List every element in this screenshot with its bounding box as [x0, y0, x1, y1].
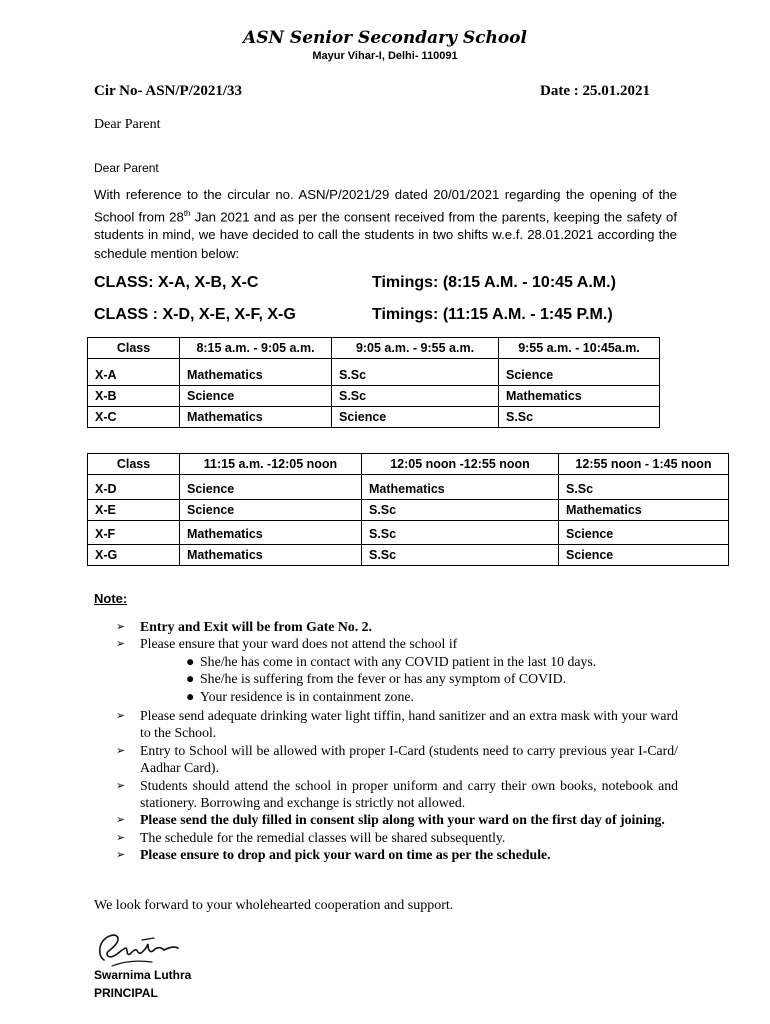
list-item	[116, 829, 678, 846]
sub-list	[140, 653, 678, 707]
arrow-bullet-icon: ➢	[116, 813, 126, 827]
sub-list-item	[186, 653, 678, 670]
table-cell: S.Sc	[362, 524, 559, 545]
note-text: Entry to School will be allowed with proper I-Card (students need to carry previous year I-Card/ Aadhar Card).	[140, 742, 678, 776]
table-cell: X-F	[88, 524, 180, 545]
table-cell: S.Sc	[362, 500, 559, 521]
table-header-row	[88, 338, 660, 359]
table-cell: Mathematics	[559, 500, 729, 521]
arrow-bullet-icon: ➢	[116, 743, 126, 757]
signature-image	[92, 926, 184, 970]
table-header-cell: 12:55 noon - 1:45 noon	[559, 454, 729, 475]
body-text-part1: With reference to the circular no. ASN/P/2021/29 dated 20/01/2021 regarding the opening of the School from 28	[94, 187, 677, 224]
body-text-part2: Jan 2021 and as per the consent received from the parents, keeping the safety of students in mind, we have decided to call the students in two shifts w.e.f. 28.01.2021 according the schedule mention below:	[94, 208, 677, 261]
shift1-classes: CLASS: X-A, X-B, X-C	[94, 274, 259, 291]
table-cell: Mathematics	[180, 365, 332, 386]
table-row	[88, 386, 660, 407]
body-paragraph	[94, 186, 677, 263]
table-header-cell: 9:05 a.m. - 9:55 a.m.	[332, 338, 499, 359]
table-row	[88, 500, 729, 521]
note-text: Please ensure to drop and pick your ward on time as per the schedule.	[140, 847, 551, 863]
note-text: Students should attend the school in proper uniform and carry their own books, notebook and stationery. Borrowing and exchange is strictly not allowed.	[140, 777, 678, 811]
table-cell: X-A	[88, 365, 180, 386]
note-label: Note:	[94, 591, 128, 606]
table-cell: Mathematics	[180, 524, 362, 545]
principal-name: Swarnima Luthra	[94, 968, 192, 982]
dot-bullet-icon: ●	[186, 688, 195, 704]
table-header-cell: 8:15 a.m. - 9:05 a.m.	[180, 338, 332, 359]
list-item	[116, 811, 678, 828]
list-item	[116, 846, 678, 863]
table-cell: Science	[180, 500, 362, 521]
table-row	[88, 524, 729, 545]
table-header-cell: 11:15 a.m. -12:05 noon	[180, 454, 362, 475]
arrow-bullet-icon: ➢	[116, 778, 126, 792]
sub-note-text: She/he has come in contact with any COVID patient in the last 10 days.	[200, 653, 597, 669]
sub-list-item	[186, 670, 678, 687]
table-cell: Mathematics	[180, 545, 362, 566]
table-row	[88, 407, 660, 428]
table-cell: X-D	[88, 479, 180, 500]
arrow-bullet-icon: ➢	[116, 637, 126, 651]
note-list	[116, 618, 678, 864]
table-cell: Mathematics	[180, 407, 332, 428]
table-cell: Science	[559, 524, 729, 545]
table-cell: S.Sc	[559, 479, 729, 500]
table-header-cell: 9:55 a.m. - 10:45a.m.	[499, 338, 660, 359]
arrow-bullet-icon: ➢	[116, 620, 126, 633]
dot-bullet-icon: ●	[186, 653, 195, 669]
arrow-bullet-icon: ➢	[116, 848, 126, 862]
circular-number: Cir No- ASN/P/2021/33	[94, 83, 243, 99]
list-item	[116, 707, 678, 742]
principal-title: PRINCIPAL	[94, 986, 158, 1000]
table-cell: S.Sc	[332, 365, 499, 386]
table-header-cell: Class	[88, 454, 180, 475]
schedule-table-shift1	[87, 337, 660, 428]
note-text: The schedule for the remedial classes will be shared subsequently.	[140, 829, 506, 845]
table-cell: X-B	[88, 386, 180, 407]
table-cell: Science	[559, 545, 729, 566]
list-item	[116, 618, 678, 635]
list-item	[116, 742, 678, 777]
school-address: Mayur Vihar-I, Delhi- 110091	[312, 50, 458, 62]
table-cell: Science	[180, 479, 362, 500]
table-header-row	[88, 454, 729, 475]
table-cell: X-G	[88, 545, 180, 566]
table-row	[88, 545, 729, 566]
table-cell: Mathematics	[362, 479, 559, 500]
body-superscript: th	[183, 208, 191, 218]
table-cell: Mathematics	[499, 386, 660, 407]
note-text: Please send the duly filled in consent slip along with your ward on the first day of joining.	[140, 812, 665, 828]
sub-note-text: She/he is suffering from the fever or has any symptom of COVID.	[200, 671, 567, 687]
salutation-primary: Dear Parent	[94, 117, 161, 132]
sub-list-item	[186, 688, 678, 705]
sub-note-text: Your residence is in containment zone.	[200, 688, 414, 704]
table-row	[88, 365, 660, 386]
arrow-bullet-icon: ➢	[116, 709, 126, 723]
salutation-secondary: Dear Parent	[94, 161, 159, 175]
table-cell: Science	[180, 386, 332, 407]
note-text: Entry and Exit will be from Gate No. 2.	[140, 619, 372, 634]
school-name: ASN Senior Secondary School	[243, 28, 527, 48]
table-header-cell: Class	[88, 338, 180, 359]
schedule-table-shift2	[87, 453, 729, 566]
shift1-timings: Timings: (8:15 A.M. - 10:45 A.M.)	[372, 274, 616, 291]
table-cell: X-C	[88, 407, 180, 428]
closing-line: We look forward to your wholehearted cooperation and support.	[94, 898, 454, 913]
circular-date: Date : 25.01.2021	[540, 83, 650, 99]
note-text: Please send adequate drinking water light tiffin, hand sanitizer and an extra mask with your ward to the School.	[140, 708, 678, 741]
table-cell: X-E	[88, 500, 180, 521]
table-cell: S.Sc	[362, 545, 559, 566]
table-cell: S.Sc	[332, 386, 499, 407]
table-cell: Science	[499, 365, 660, 386]
table-header-cell: 12:05 noon -12:55 noon	[362, 454, 559, 475]
arrow-bullet-icon: ➢	[116, 830, 126, 844]
shift2-classes: CLASS : X-D, X-E, X-F, X-G	[94, 306, 296, 323]
shift2-timings: Timings: (11:15 A.M. - 1:45 P.M.)	[372, 306, 613, 323]
table-cell: S.Sc	[499, 407, 660, 428]
table-row	[88, 479, 729, 500]
list-item	[116, 635, 678, 707]
dot-bullet-icon: ●	[186, 671, 195, 687]
note-text: Please ensure that your ward does not attend the school if	[140, 636, 458, 652]
list-item	[116, 777, 678, 812]
table-cell: Science	[332, 407, 499, 428]
